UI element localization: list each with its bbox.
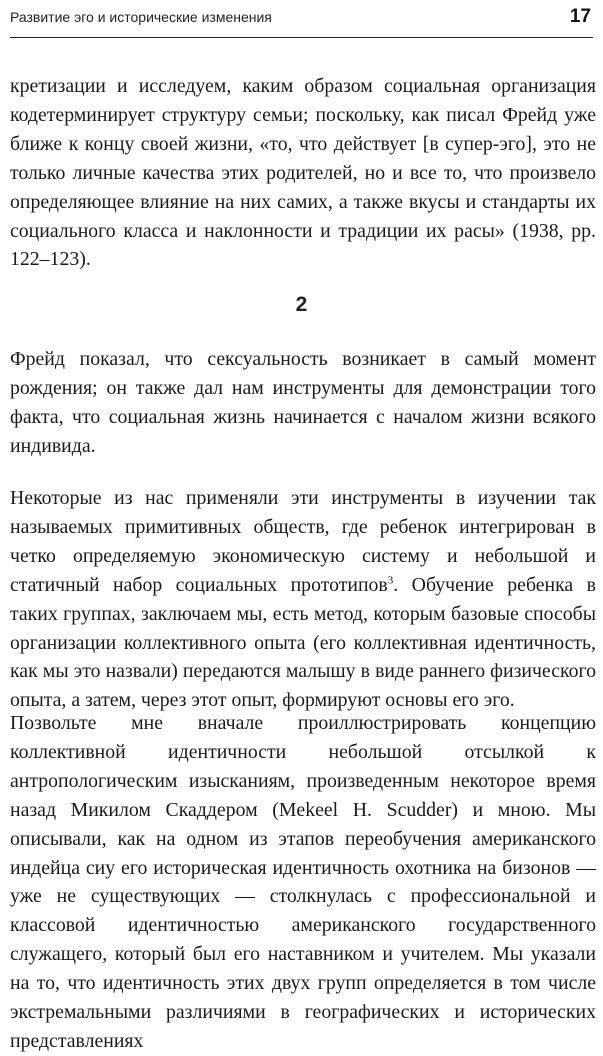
- paragraph-text: Фрейд показал, что сексуальность возникает в самый момент рождения; он также дал нам инструменты для демонстрации того факта, что социальная жизнь начинается с началом жизни всякого индивида.: [10, 348, 596, 457]
- paragraph-text: [10, 484, 596, 715]
- footnote-reference[interactable]: 3: [387, 574, 394, 587]
- section-number: 2: [295, 293, 308, 316]
- page-number: 17: [569, 6, 591, 27]
- paragraph-text: кретизации и исследуем, каким образом социальная организация кодетерминирует структуру семьи; поскольку, как писал Фрейд уже ближе к концу своей жизни, «то, что действует [в супер-эго], это не только личные качества этих родителей, но и все то, что произвело определяющее влияние на них самих, а также вкусы и стандарты их социального класса и наклонности и традиции их расы» (1938, pp. 122–123).: [10, 75, 596, 271]
- paragraph-text-part: Некоторые из нас применяли эти инструменты в изучении так называемых примитивных обществ, где ребенок интегрирован в четко определяемую экономическую систему и небольшой и статичный набор социальных прототипов: [10, 487, 596, 596]
- paragraph-continued: [10, 72, 596, 274]
- paragraph-3: [10, 484, 596, 715]
- paragraph-text-part: . Обучение ребенка в таких группах, заключаем мы, есть метод, которым базовые способы организации коллективного опыта (его коллективная идентичность, как мы это назвали) передаются малышу в виде раннего физического опыта, а затем, через этот опыт, формируют основы его эго.: [10, 573, 596, 712]
- paragraph-4: [10, 709, 596, 1056]
- running-header: [10, 6, 593, 34]
- paragraph-text: Позвольте мне вначале проиллюстрировать концепцию коллективной идентичности небольшой отсылкой к антропологическим изысканиям, произведенным некоторое время назад Микилом Скаддером (Mekeel H. Scudder) и мною. Мы описывали, как на одном из этапов переобучения американского индейца сиу его историческая идентичность охотника на бизонов — уже не существующих — столкнулась с профессиональной и классовой идентичностью американского государственного служащего, который был его наставником и учителем. Мы указали на то, что идентичность этих двух групп определяется в том числе экстремальными различиями в географических и исторических представлениях: [10, 712, 596, 1052]
- paragraph-2: [10, 345, 596, 461]
- running-title: Развитие эго и исторические изменения: [10, 9, 272, 25]
- header-rule: [10, 37, 593, 38]
